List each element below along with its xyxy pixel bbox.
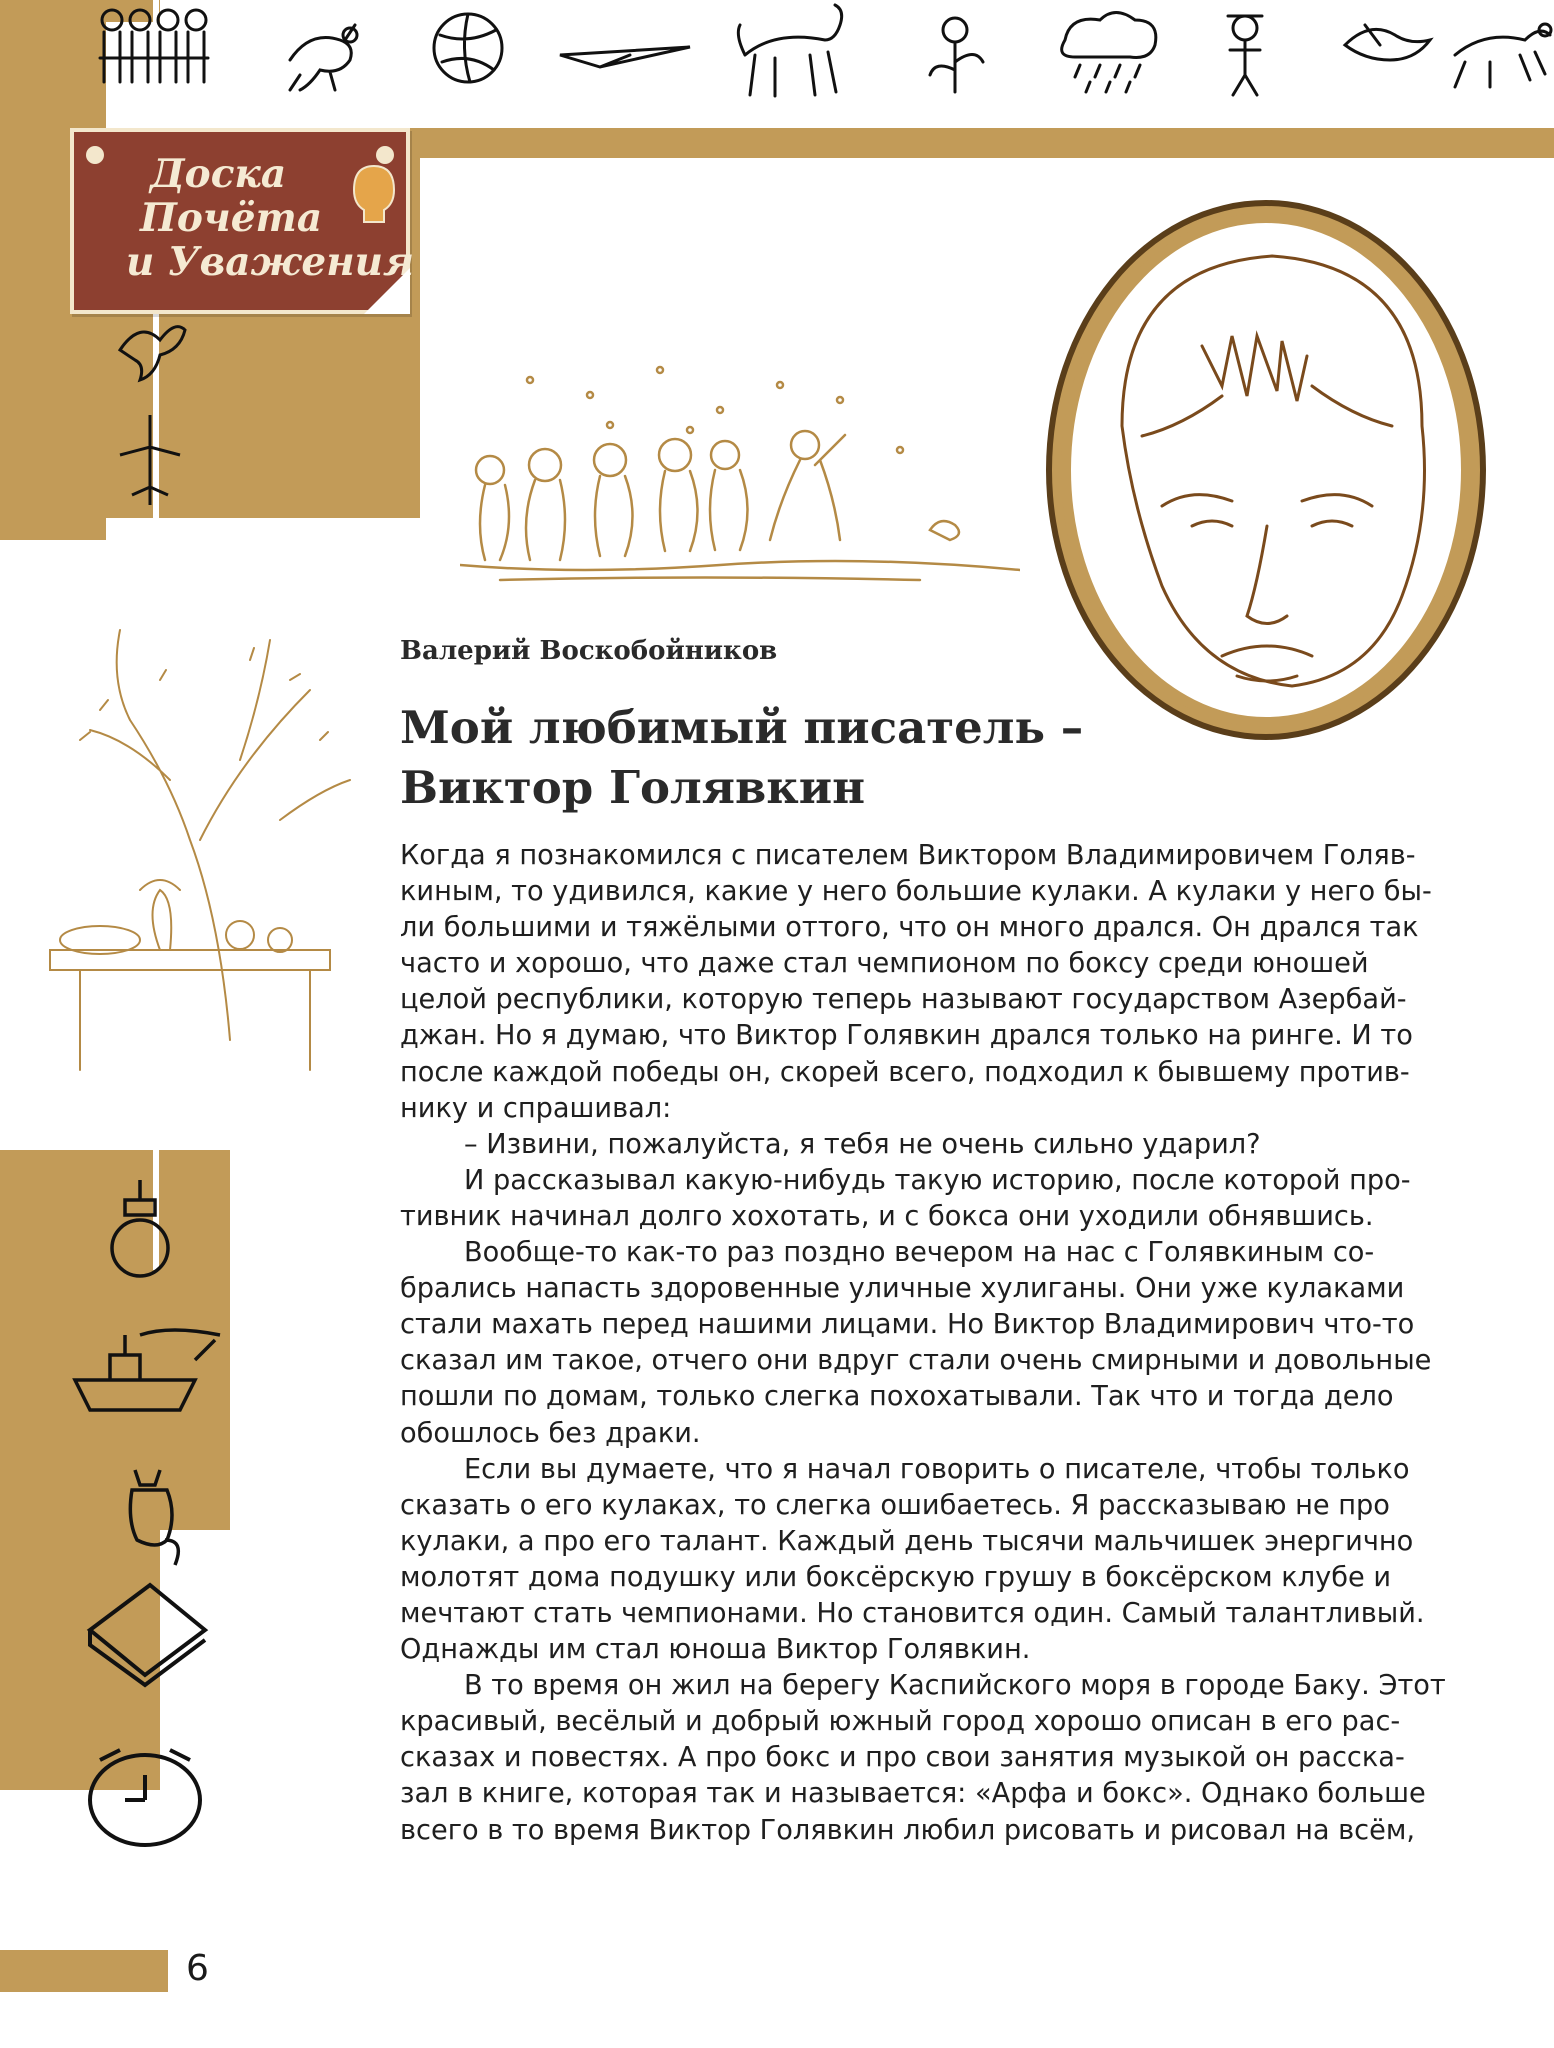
- band-header-right: [970, 128, 1554, 158]
- article-body-line: В то время он жил на берегу Каспийского моря в городе Баку. Этот: [464, 1670, 1446, 1702]
- badge-line-2: Почёта: [140, 195, 323, 241]
- badge-line-3: и Уважения: [126, 239, 415, 285]
- article-body-line: кулаки, а про его талант. Каждый день тысячи мальчишек энергично: [400, 1525, 1414, 1557]
- article-body-line: красивый, весёлый и добрый южный город хорошо описан в его рас-: [400, 1706, 1401, 1738]
- article-body-line: – Извини, пожалуйста, я тебя не очень сильно ударил?: [464, 1128, 1261, 1160]
- running-dog-icon: [1455, 24, 1551, 87]
- article-author: Валерий Воскобойников: [400, 636, 778, 666]
- flower-icon: [930, 18, 983, 92]
- writer-portrait: [1046, 200, 1486, 740]
- goat-icon: [738, 5, 841, 96]
- article-body-line: пошли по домам, только слегка похохатывали. Так что и тогда дело: [400, 1381, 1394, 1413]
- running-children-illustration: [460, 340, 1020, 590]
- children-icon: [100, 10, 208, 82]
- ball-icon: [434, 14, 502, 82]
- article-body-line: тивник начинал долго хохотать, и с бокса они уходили обнявшись.: [400, 1200, 1374, 1232]
- policeman-icon: [1228, 16, 1262, 95]
- article-body: [400, 838, 1464, 1849]
- article-body-line: всего в то время Виктор Голявкин любил рисовать и рисовал на всём,: [400, 1814, 1416, 1846]
- article-body-line: целой республики, которую теперь называют государством Азербай-: [400, 984, 1407, 1016]
- book-icon: [80, 1580, 210, 1690]
- badge-line-1: Доска: [150, 151, 287, 197]
- bird-icon: [1345, 25, 1430, 60]
- left-airplane-icon: [110, 410, 190, 510]
- article-title: [400, 698, 1160, 818]
- article-body-line: после каждой победы он, скорей всего, подходил к бывшему против-: [400, 1056, 1410, 1088]
- article-body-line: Однажды им стал юноша Виктор Голявкин.: [400, 1634, 1031, 1666]
- article-body-line: ли большими и тяжёлыми оттого, что он много дрался. Он дрался так: [400, 912, 1419, 944]
- band-header-mid: [420, 128, 980, 158]
- band-footer: [0, 1950, 168, 1992]
- left-bird-icon: [110, 310, 190, 390]
- article-body-line: обошлось без драки.: [400, 1417, 701, 1449]
- honor-board-badge: [70, 128, 415, 314]
- article-body-line: молотят дома подушку или боксёрскую грушу в боксёрском клубе и: [400, 1561, 1392, 1593]
- article-title-line-1: Мой любимый писатель –: [400, 701, 1084, 754]
- article-body-line: Если вы думаете, что я начал говорить о писателе, чтобы только: [464, 1453, 1410, 1485]
- badge-pin-left-icon: [86, 146, 104, 164]
- badge-page-curl: [364, 268, 410, 314]
- article-body-line: сказать о его кулаках, то слегка ошибаетесь. Я рассказываю не про: [400, 1489, 1390, 1521]
- top-icon-strip: [0, 0, 1554, 105]
- article-title-line-2: Виктор Голявкин: [400, 761, 866, 814]
- rain-cloud-icon: [1062, 13, 1156, 93]
- article-body-line: сказал им такое, отчего они вдруг стали очень смирными и довольные: [400, 1345, 1432, 1377]
- article-body-line: часто и хорошо, что даже стал чемпионом по боксу среди юношей: [400, 948, 1369, 980]
- article-body-line: нику и спрашивал:: [400, 1092, 672, 1124]
- article-body-line: Когда я познакомился с писателем Виктором Владимировичем Голяв-: [400, 840, 1416, 871]
- page-number: 6: [186, 1948, 209, 1989]
- article-body-line: И рассказывал какую-нибудь такую историю, после которой про-: [464, 1164, 1411, 1196]
- article-body-line: джан. Но я думаю, что Виктор Голявкин дрался только на ринге. И то: [400, 1020, 1413, 1052]
- article-body-line: зал в книге, которая так и называется: «Арфа и бокс». Однако больше: [400, 1778, 1426, 1810]
- dog-icon: [290, 25, 357, 90]
- light-bulb-icon: [90, 1180, 190, 1290]
- article-body-line: Вообще-то как-то раз поздно вечером на нас с Голявкиным со-: [464, 1237, 1375, 1269]
- steamboat-icon: [70, 1320, 230, 1430]
- article-body-line: сказах и повестях. А про бокс и про свои занятия музыкой он расска-: [400, 1742, 1405, 1774]
- badge-title: [126, 152, 426, 284]
- article-body-line: киным, то удивился, какие у него большие кулаки. А кулаки у него бы-: [400, 876, 1432, 908]
- cat-icon: [110, 1460, 190, 1570]
- tree-still-life-illustration: [40, 620, 360, 1090]
- article-body-line: стали махать перед нашими лицами. Но Виктор Владимирович что-то: [400, 1309, 1415, 1341]
- article-body-line: брались напасть здоровенные уличные хулиганы. Они уже кулаками: [400, 1273, 1405, 1305]
- alarm-clock-icon: [80, 1740, 210, 1850]
- paper-airplane-icon: [560, 47, 690, 67]
- article-body-line: мечтают стать чемпионами. Но становится один. Самый талантливый.: [400, 1597, 1425, 1629]
